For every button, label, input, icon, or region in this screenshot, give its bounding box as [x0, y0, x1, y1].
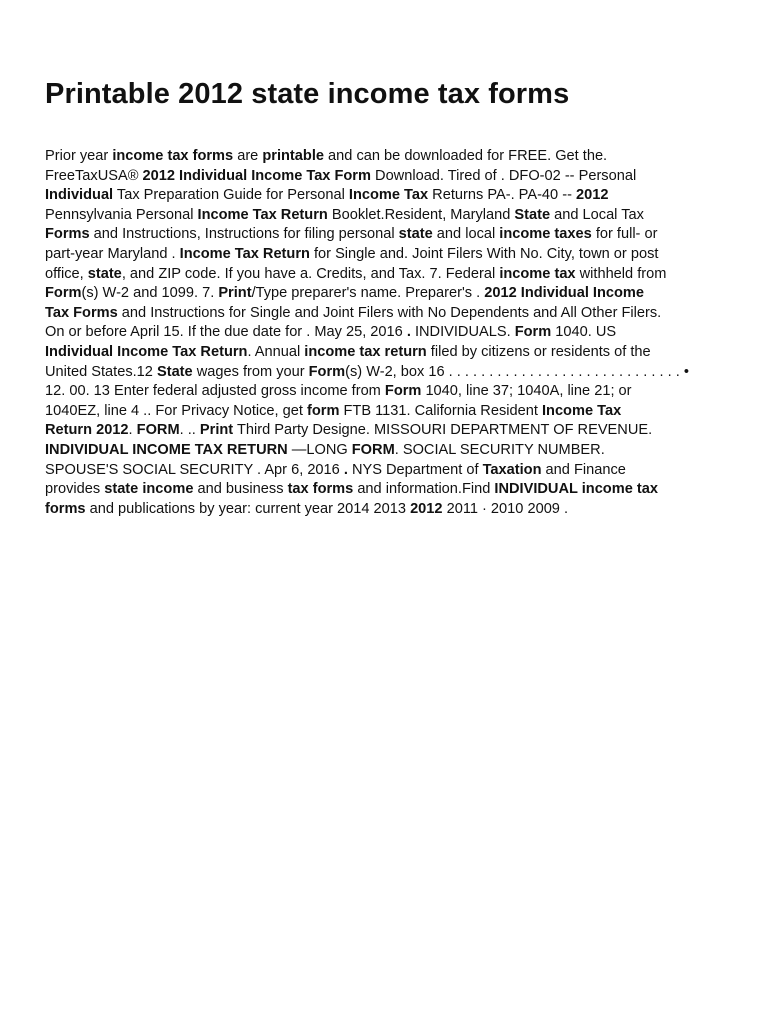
bold-keyword: forms [45, 500, 86, 517]
bold-keyword: . [406, 324, 411, 341]
text-segment: Third Party Designe. MISSOURI DEPARTMENT OF REVENUE. [233, 422, 653, 439]
text-segment: and Finance [541, 461, 626, 478]
text-segment: Pennsylvania Personal [45, 206, 198, 223]
text-line [45, 206, 725, 226]
bold-keyword: Income Tax Return [179, 245, 310, 262]
text-segment: 2011 · 2010 2009 . [442, 500, 569, 517]
text-segment: (s) W-2 and 1099. 7. [81, 285, 219, 302]
bold-keyword: Form [514, 324, 552, 341]
text-line [45, 441, 725, 461]
page-title: Printable 2012 state income tax forms [45, 78, 570, 110]
body-paragraph [45, 147, 725, 519]
bold-keyword: state income [104, 481, 194, 498]
bold-keyword: income tax [499, 265, 576, 282]
text-segment: Booklet.Resident, Maryland [327, 206, 515, 223]
text-line [45, 402, 725, 422]
text-segment: /Type preparer's name. Preparer's . [251, 285, 485, 302]
bold-keyword: Income Tax Return [197, 206, 328, 223]
text-segment: provides [45, 481, 105, 498]
text-line [45, 323, 725, 343]
text-line [45, 500, 725, 520]
bold-keyword: form [307, 402, 340, 419]
text-line [45, 480, 725, 500]
bold-keyword: Income Tax [541, 402, 622, 419]
text-segment: and Instructions, Instructions for filing personal [89, 226, 399, 243]
text-segment: part-year Maryland . [45, 245, 180, 262]
text-segment: filed by citizens or residents of the [426, 343, 651, 360]
bold-keyword: Individual [45, 187, 114, 204]
text-line [45, 421, 725, 441]
text-segment: Download. Tired of . DFO-02 -- Personal [370, 167, 637, 184]
bold-keyword: FORM [136, 422, 180, 439]
text-segment: for Single and. Joint Filers With No. City, town or post [309, 245, 659, 262]
text-segment: Tax Preparation Guide for Personal [113, 187, 349, 204]
bold-keyword: Print [218, 285, 252, 302]
text-line [45, 304, 725, 324]
bold-keyword: INDIVIDUAL INCOME TAX RETURN [45, 441, 288, 458]
bold-keyword: Form [45, 285, 82, 302]
text-segment: United States.12 [45, 363, 157, 380]
text-segment: and business [193, 481, 288, 498]
bold-keyword: income tax return [304, 343, 427, 360]
text-segment: office, [45, 265, 88, 282]
bold-keyword: Return 2012 [45, 422, 129, 439]
text-segment: and can be downloaded for FREE. Get the. [323, 148, 608, 164]
bold-keyword: State [156, 363, 193, 380]
text-line [45, 167, 725, 187]
text-line [45, 265, 725, 285]
text-segment: and local [432, 226, 500, 243]
text-line [45, 186, 725, 206]
bold-keyword: Form [384, 383, 422, 400]
text-line [45, 363, 725, 383]
text-line [45, 245, 725, 265]
bold-keyword: 2012 [410, 500, 443, 517]
text-line [45, 225, 725, 245]
text-segment: FreeTaxUSA® [45, 167, 143, 184]
bold-keyword: Print [199, 422, 234, 439]
text-line [45, 284, 725, 304]
text-segment: . Annual [247, 343, 305, 360]
bold-keyword: income tax forms [112, 148, 234, 164]
text-segment: for full- or [591, 226, 658, 243]
text-segment: INDIVIDUALS. [410, 324, 515, 341]
document-page [45, 76, 725, 519]
bold-keyword: State [514, 206, 551, 223]
bold-keyword: Taxation [482, 461, 542, 478]
text-segment: (s) W-2, box 16 . . . . . . . . . . . . . . . . . . . . . . . . . . . . . • [345, 363, 689, 380]
text-segment: . [128, 422, 137, 439]
bold-keyword: state [87, 265, 122, 282]
text-line [45, 343, 725, 363]
bold-keyword: printable [262, 148, 324, 164]
text-segment: . SOCIAL SECURITY NUMBER. [394, 441, 605, 458]
text-segment: and Local Tax [550, 206, 644, 223]
bold-keyword: tax forms [287, 481, 354, 498]
bold-keyword: . [343, 461, 348, 478]
text-segment: 12. 00. 13 Enter federal adjusted gross income from [45, 383, 385, 400]
bold-keyword: 2012 [576, 187, 609, 204]
text-segment: 1040EZ, line 4 .. For Privacy Notice, get [45, 402, 307, 419]
bold-keyword: Tax Forms [45, 304, 118, 321]
bold-keyword: income taxes [499, 226, 592, 243]
bold-keyword: Income Tax [348, 187, 429, 204]
text-segment: 1040, line 37; 1040A, line 21; or [421, 383, 632, 400]
bold-keyword: FORM [351, 441, 395, 458]
bold-keyword: INDIVIDUAL income tax [494, 481, 658, 498]
bold-keyword: Forms [45, 226, 90, 243]
text-segment: , and ZIP code. If you have a. Credits, and Tax. 7. Federal [121, 265, 500, 282]
text-line [45, 382, 725, 402]
text-segment: 1040. US [551, 324, 617, 341]
text-segment: Returns PA-. PA-40 -- [428, 187, 576, 204]
text-segment: withheld from [575, 265, 667, 282]
text-segment: NYS Department of [347, 461, 483, 478]
bold-keyword: 2012 Individual Income Tax Form [142, 167, 371, 184]
text-segment: —LONG [287, 441, 352, 458]
text-segment: SPOUSE'S SOCIAL SECURITY . Apr 6, 2016 [45, 461, 344, 478]
text-segment: FTB 1131. California Resident [339, 402, 542, 419]
text-segment: . .. [179, 422, 200, 439]
text-segment: wages from your [192, 363, 309, 380]
text-segment: Prior year [45, 148, 113, 164]
text-segment: and information.Find [353, 481, 495, 498]
text-segment: are [233, 148, 263, 164]
text-segment: and Instructions for Single and Joint Filers with No Dependents and All Other Filers. [117, 304, 662, 321]
text-segment: On or before April 15. If the due date for . May 25, 2016 [45, 324, 407, 341]
text-line [45, 147, 725, 167]
bold-keyword: 2012 Individual Income [484, 285, 645, 302]
bold-keyword: state [398, 226, 433, 243]
text-segment: and publications by year: current year 2014 2013 [85, 500, 411, 517]
text-line [45, 461, 725, 481]
bold-keyword: Individual Income Tax Return [45, 343, 248, 360]
bold-keyword: Form [308, 363, 346, 380]
